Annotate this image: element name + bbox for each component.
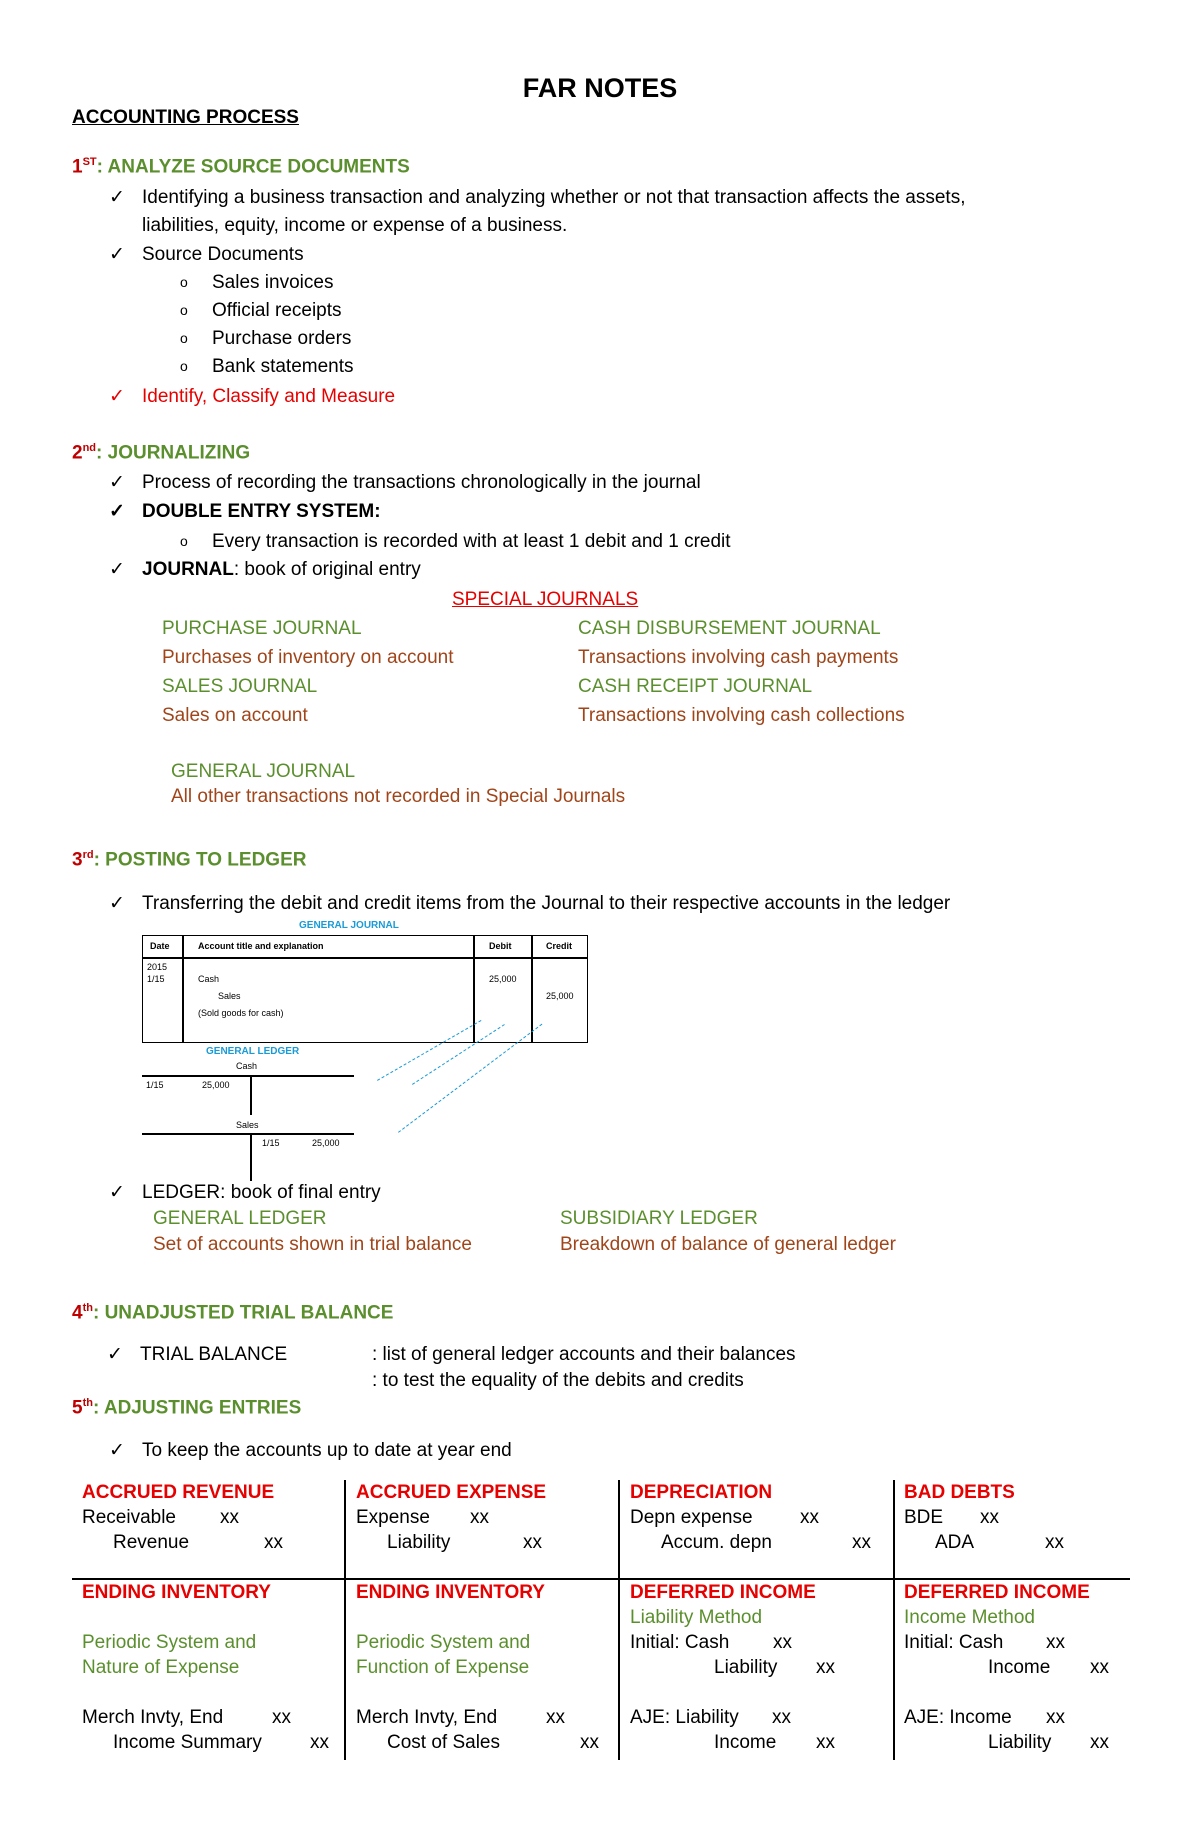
ledger-cash-amount: 25,000	[202, 1080, 230, 1090]
grid-divider	[344, 1480, 346, 1760]
journal-year: 2015	[147, 962, 168, 972]
entry-amount: xx	[1090, 1657, 1109, 1678]
step-number: 4	[72, 1302, 83, 1324]
entry-credit: ADA	[935, 1532, 975, 1553]
ledger-sales-amount: 25,000	[312, 1138, 340, 1148]
sub-item: o Official receipts	[212, 300, 342, 323]
entry-initial-credit: Liability	[714, 1657, 778, 1678]
entry-amount: xx	[580, 1732, 599, 1753]
bullet-item-highlight: ✓ Identify, Classify and Measure	[142, 386, 395, 409]
entry-title: BAD DEBTS	[904, 1482, 1015, 1503]
bullet-item-continued: liabilities, equity, income or expense of a business.	[142, 215, 568, 236]
entry-amount: xx	[1045, 1532, 1064, 1553]
entry-method: Nature of Expense	[82, 1657, 240, 1678]
entry-method: Periodic System and	[82, 1632, 257, 1653]
entry-initial-debit: Initial: Cash	[904, 1632, 1004, 1653]
entry-debit: BDE	[904, 1507, 944, 1528]
entry-debit: Expense	[356, 1507, 430, 1528]
journal-col-rule	[473, 935, 475, 1043]
bullet-item: ✓ DOUBLE ENTRY SYSTEM:	[142, 501, 381, 524]
bullet-item: ✓ Process of recording the transactions chronologically in the journal	[142, 472, 701, 495]
col-date: Date	[150, 941, 170, 951]
ledger-sales-title: Sales	[236, 1120, 259, 1130]
general-ledger-desc: Set of accounts shown in trial balance	[153, 1234, 472, 1255]
t-account-rule	[142, 1133, 354, 1135]
bullet-item: ✓ TRIAL BALANCE	[140, 1344, 287, 1367]
step-label: : JOURNALIZING	[96, 442, 251, 464]
entry-debit: Receivable	[82, 1507, 176, 1528]
trial-balance-def: : to test the equality of the debits and credits	[372, 1370, 744, 1391]
t-account-rule	[250, 1075, 252, 1115]
entry-debit: Depn expense	[630, 1507, 753, 1528]
step-ordinal: ST	[82, 156, 97, 168]
entry-title: ACCRUED REVENUE	[82, 1482, 275, 1503]
entry-credit: Revenue	[113, 1532, 190, 1553]
general-ledger-name: GENERAL LEDGER	[153, 1208, 327, 1229]
bullet-item: ✓ LEDGER: book of final entry	[142, 1182, 381, 1205]
entry-aje-credit: Liability	[988, 1732, 1052, 1753]
entry-amount: xx	[980, 1507, 999, 1528]
bullet-item: ✓ Transferring the debit and credit items from the Journal to their respective accounts in the ledger	[142, 893, 950, 916]
bullet-item: ✓ Source Documents	[142, 244, 304, 267]
journal-term: JOURNAL	[142, 559, 234, 580]
journal-desc: Transactions involving cash collections	[578, 705, 905, 726]
step-number: 2	[72, 442, 83, 464]
entry-title: DEPRECIATION	[630, 1482, 773, 1503]
bullet-item	[142, 559, 421, 582]
journal-name: CASH DISBURSEMENT JOURNAL	[578, 618, 881, 639]
journal-desc: Purchases of inventory on account	[162, 647, 454, 668]
journal-explanation: (Sold goods for cash)	[198, 1008, 284, 1018]
col-debit: Debit	[489, 941, 512, 951]
bullet-item: ✓ Identifying a business transaction and analyzing whether or not that transaction affects the assets,	[142, 187, 965, 210]
step-ordinal: th	[82, 1397, 93, 1409]
entry-title: ACCRUED EXPENSE	[356, 1482, 547, 1503]
journal-acct-cash: Cash	[198, 974, 220, 984]
step-label: : POSTING TO LEDGER	[93, 849, 307, 871]
bullet-item: ✓ To keep the accounts up to date at year end	[142, 1440, 512, 1463]
step-label: : ADJUSTING ENTRIES	[92, 1397, 302, 1419]
step3-heading	[72, 849, 306, 872]
entry-amount: xx	[816, 1732, 835, 1753]
entry-amount: xx	[852, 1532, 871, 1553]
grid-divider	[72, 1578, 1130, 1580]
step-number: 5	[72, 1397, 83, 1419]
page-title: FAR NOTES	[522, 73, 678, 103]
entry-amount: xx	[264, 1532, 283, 1553]
grid-divider	[618, 1480, 620, 1760]
step-number: 3	[72, 849, 83, 871]
entry-debit: Merch Invty, End	[356, 1707, 498, 1728]
journal-name: CASH RECEIPT JOURNAL	[578, 676, 813, 697]
special-journals-title: SPECIAL JOURNALS	[452, 589, 639, 610]
posting-diagram	[140, 920, 600, 1182]
step1-heading	[72, 156, 410, 179]
entry-debit: Merch Invty, End	[82, 1707, 224, 1728]
ledger-sales-date: 1/15	[262, 1138, 280, 1148]
entry-aje-debit: AJE: Income	[904, 1707, 1012, 1728]
step-ordinal: th	[82, 1302, 93, 1314]
entry-amount: xx	[470, 1507, 489, 1528]
journal-col-rule	[531, 935, 533, 1043]
entry-title: DEFERRED INCOME	[904, 1582, 1090, 1603]
entry-amount: xx	[773, 1632, 792, 1653]
sub-item: o Every transaction is recorded with at least 1 debit and 1 credit	[212, 531, 731, 554]
subsidiary-ledger-name: SUBSIDIARY LEDGER	[560, 1208, 758, 1229]
journal-table-frame	[142, 935, 588, 1043]
entry-aje-debit: AJE: Liability	[630, 1707, 739, 1728]
general-journal-desc: All other transactions not recorded in Special Journals	[171, 786, 626, 807]
entry-amount: xx	[816, 1657, 835, 1678]
step-number: 1	[72, 156, 83, 178]
entry-amount: xx	[546, 1707, 565, 1728]
subsidiary-ledger-desc: Breakdown of balance of general ledger	[560, 1234, 896, 1255]
col-account: Account title and explanation	[198, 941, 324, 951]
journal-acct-sales: Sales	[218, 991, 241, 1001]
entry-amount: xx	[523, 1532, 542, 1553]
trial-balance-def: : list of general ledger accounts and their balances	[372, 1344, 796, 1365]
step-ordinal: nd	[82, 442, 97, 454]
t-account-rule	[142, 1075, 354, 1077]
section-heading: ACCOUNTING PROCESS	[72, 107, 299, 128]
sub-item: o Purchase orders	[212, 328, 351, 351]
entry-amount: xx	[220, 1507, 239, 1528]
sub-item: o Bank statements	[212, 356, 354, 379]
entry-method: Periodic System and	[356, 1632, 531, 1653]
entry-title: ENDING INVENTORY	[82, 1582, 271, 1603]
ledger-cash-title: Cash	[236, 1061, 258, 1071]
diagram-ledger-title: GENERAL LEDGER	[206, 1046, 300, 1057]
journal-col-rule	[182, 935, 184, 1043]
journal-definition: : book of original entry	[233, 559, 421, 580]
grid-divider	[893, 1480, 895, 1760]
entry-amount: xx	[800, 1507, 819, 1528]
entry-aje-credit: Income	[714, 1732, 777, 1753]
entry-amount: xx	[1046, 1632, 1065, 1653]
journal-desc: Transactions involving cash payments	[578, 647, 899, 668]
step5-heading	[72, 1397, 301, 1420]
journal-header-rule	[142, 957, 588, 959]
journal-date: 1/15	[147, 974, 165, 984]
entry-initial-debit: Initial: Cash	[630, 1632, 730, 1653]
entry-method: Liability Method	[630, 1607, 763, 1628]
entry-method: Income Method	[904, 1607, 1035, 1628]
step-label: : ANALYZE SOURCE DOCUMENTS	[96, 156, 410, 178]
step2-heading	[72, 442, 250, 465]
entry-initial-credit: Income	[988, 1657, 1051, 1678]
journal-name: PURCHASE JOURNAL	[162, 618, 362, 639]
entry-title: ENDING INVENTORY	[356, 1582, 545, 1603]
entry-amount: xx	[1090, 1732, 1109, 1753]
journal-credit-amount: 25,000	[546, 991, 574, 1001]
journal-debit-amount: 25,000	[489, 974, 517, 984]
diagram-journal-title: GENERAL JOURNAL	[299, 920, 399, 931]
col-credit: Credit	[546, 941, 573, 951]
step-label: : UNADJUSTED TRIAL BALANCE	[92, 1302, 394, 1324]
entry-title: DEFERRED INCOME	[630, 1582, 816, 1603]
journal-desc: Sales on account	[162, 705, 308, 726]
step-ordinal: rd	[82, 849, 94, 861]
entry-credit: Cost of Sales	[387, 1732, 500, 1753]
entry-amount: xx	[272, 1707, 291, 1728]
sub-item: o Sales invoices	[212, 272, 333, 295]
entry-credit: Liability	[387, 1532, 451, 1553]
entry-credit: Accum. depn	[661, 1532, 772, 1553]
t-account-rule	[250, 1133, 252, 1181]
ledger-cash-date: 1/15	[146, 1080, 164, 1090]
general-journal-name: GENERAL JOURNAL	[171, 761, 356, 782]
journal-name: SALES JOURNAL	[162, 676, 318, 697]
entry-credit: Income Summary	[113, 1732, 262, 1753]
step4-heading	[72, 1302, 393, 1325]
entry-method: Function of Expense	[356, 1657, 530, 1678]
entry-amount: xx	[310, 1732, 329, 1753]
entry-amount: xx	[1046, 1707, 1065, 1728]
entry-amount: xx	[772, 1707, 791, 1728]
